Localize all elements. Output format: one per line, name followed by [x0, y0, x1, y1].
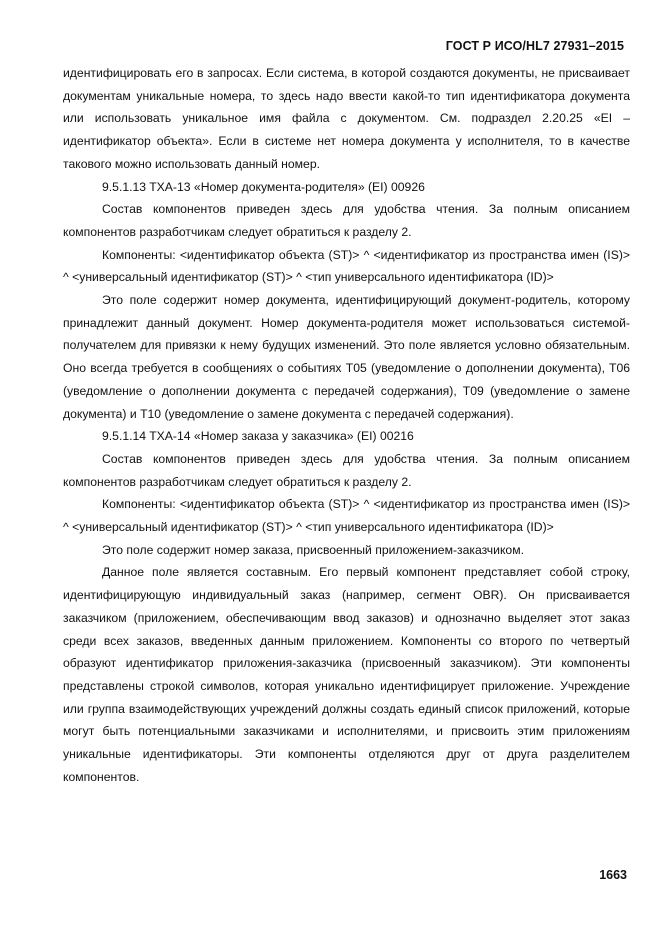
section-heading-txa13: 9.5.1.13 TXA-13 «Номер документа-родителя» (EI) 00926 — [102, 179, 425, 194]
document-header: ГОСТ Р ИСО/HL7 27931–2015 — [445, 39, 624, 53]
components-definition: Компоненты: <идентификатор объекта (ST)> ^ <идентификатор из пространства имен (IS)> ^ <универсальный идентификатор (ST)> ^ <тип универсального идентификатора (ID)> — [63, 497, 630, 535]
page-number: 1663 — [599, 868, 627, 882]
paragraph: идентифицировать его в запросах. Если система, в которой создаются документы, не присваивает документам уникальные номера, то здесь надо ввести какой-то тип идентификатора документа или использовать уникальное имя файла с документом. См. подраздел 2.20.25 «EI – идентификатор объекта». Если в системе нет номера документа у исполнителя, то в качестве такового можно использовать данный номер. — [63, 66, 630, 171]
components-definition: Компоненты: <идентификатор объекта (ST)> ^ <идентификатор из пространства имен (IS)> ^ <универсальный идентификатор (ST)> ^ <тип универсального идентификатора (ID)> — [63, 247, 630, 285]
paragraph: Состав компонентов приведен здесь для удобства чтения. За полным описанием компонентов разработчикам следует обратиться к разделу 2. — [63, 202, 630, 239]
paragraph: Это поле содержит номер заказа, присвоенный приложением-заказчиком. — [102, 542, 524, 557]
section-heading-txa14: 9.5.1.14 TXA-14 «Номер заказа у заказчика» (EI) 00216 — [102, 429, 414, 444]
paragraph: Это поле содержит номер документа, идентифицирующий документ-родитель, которому принадлежит данный документ. Номер документа-родителя может использоваться системой-получателем для привязки к нему будущих изменений. Это поле является условно обязательным. Оно всегда требуется в сообщениях о событиях T05 (уведомление о дополнении документа), T06 (уведомление о дополнении документа с передачей содержания), T09 (уведомление о замене документа) и T10 (уведомление о замене документа с передачей содержания). — [63, 293, 630, 421]
paragraph: Состав компонентов приведен здесь для удобства чтения. За полным описанием компонентов разработчикам следует обратиться к разделу 2. — [63, 451, 630, 489]
document-body — [63, 62, 630, 789]
paragraph: Данное поле является составным. Его первый компонент представляет собой строку, идентифицирующую индивидуальный заказ (например, сегмент OBR). Он присваивается заказчиком (приложением, обеспечивающим ввод заказов) и однозначно выделяет этот заказ среди всех заказов, введенных данным приложением. Компоненты со второго по четвертый образуют идентификатор приложения-заказчика (присвоенный заказчиком). Эти компоненты представлены строкой символов, которая уникально идентифицирует приложение. Учреждение или группа взаимодействующих учреждений должны создать единый список приложений, которые могут быть потенциальными заказчиками и исполнителями, и присвоить этим приложениям уникальные идентификаторы. Эти компоненты отделяются друг от друга разделителем компонентов. — [63, 565, 630, 784]
